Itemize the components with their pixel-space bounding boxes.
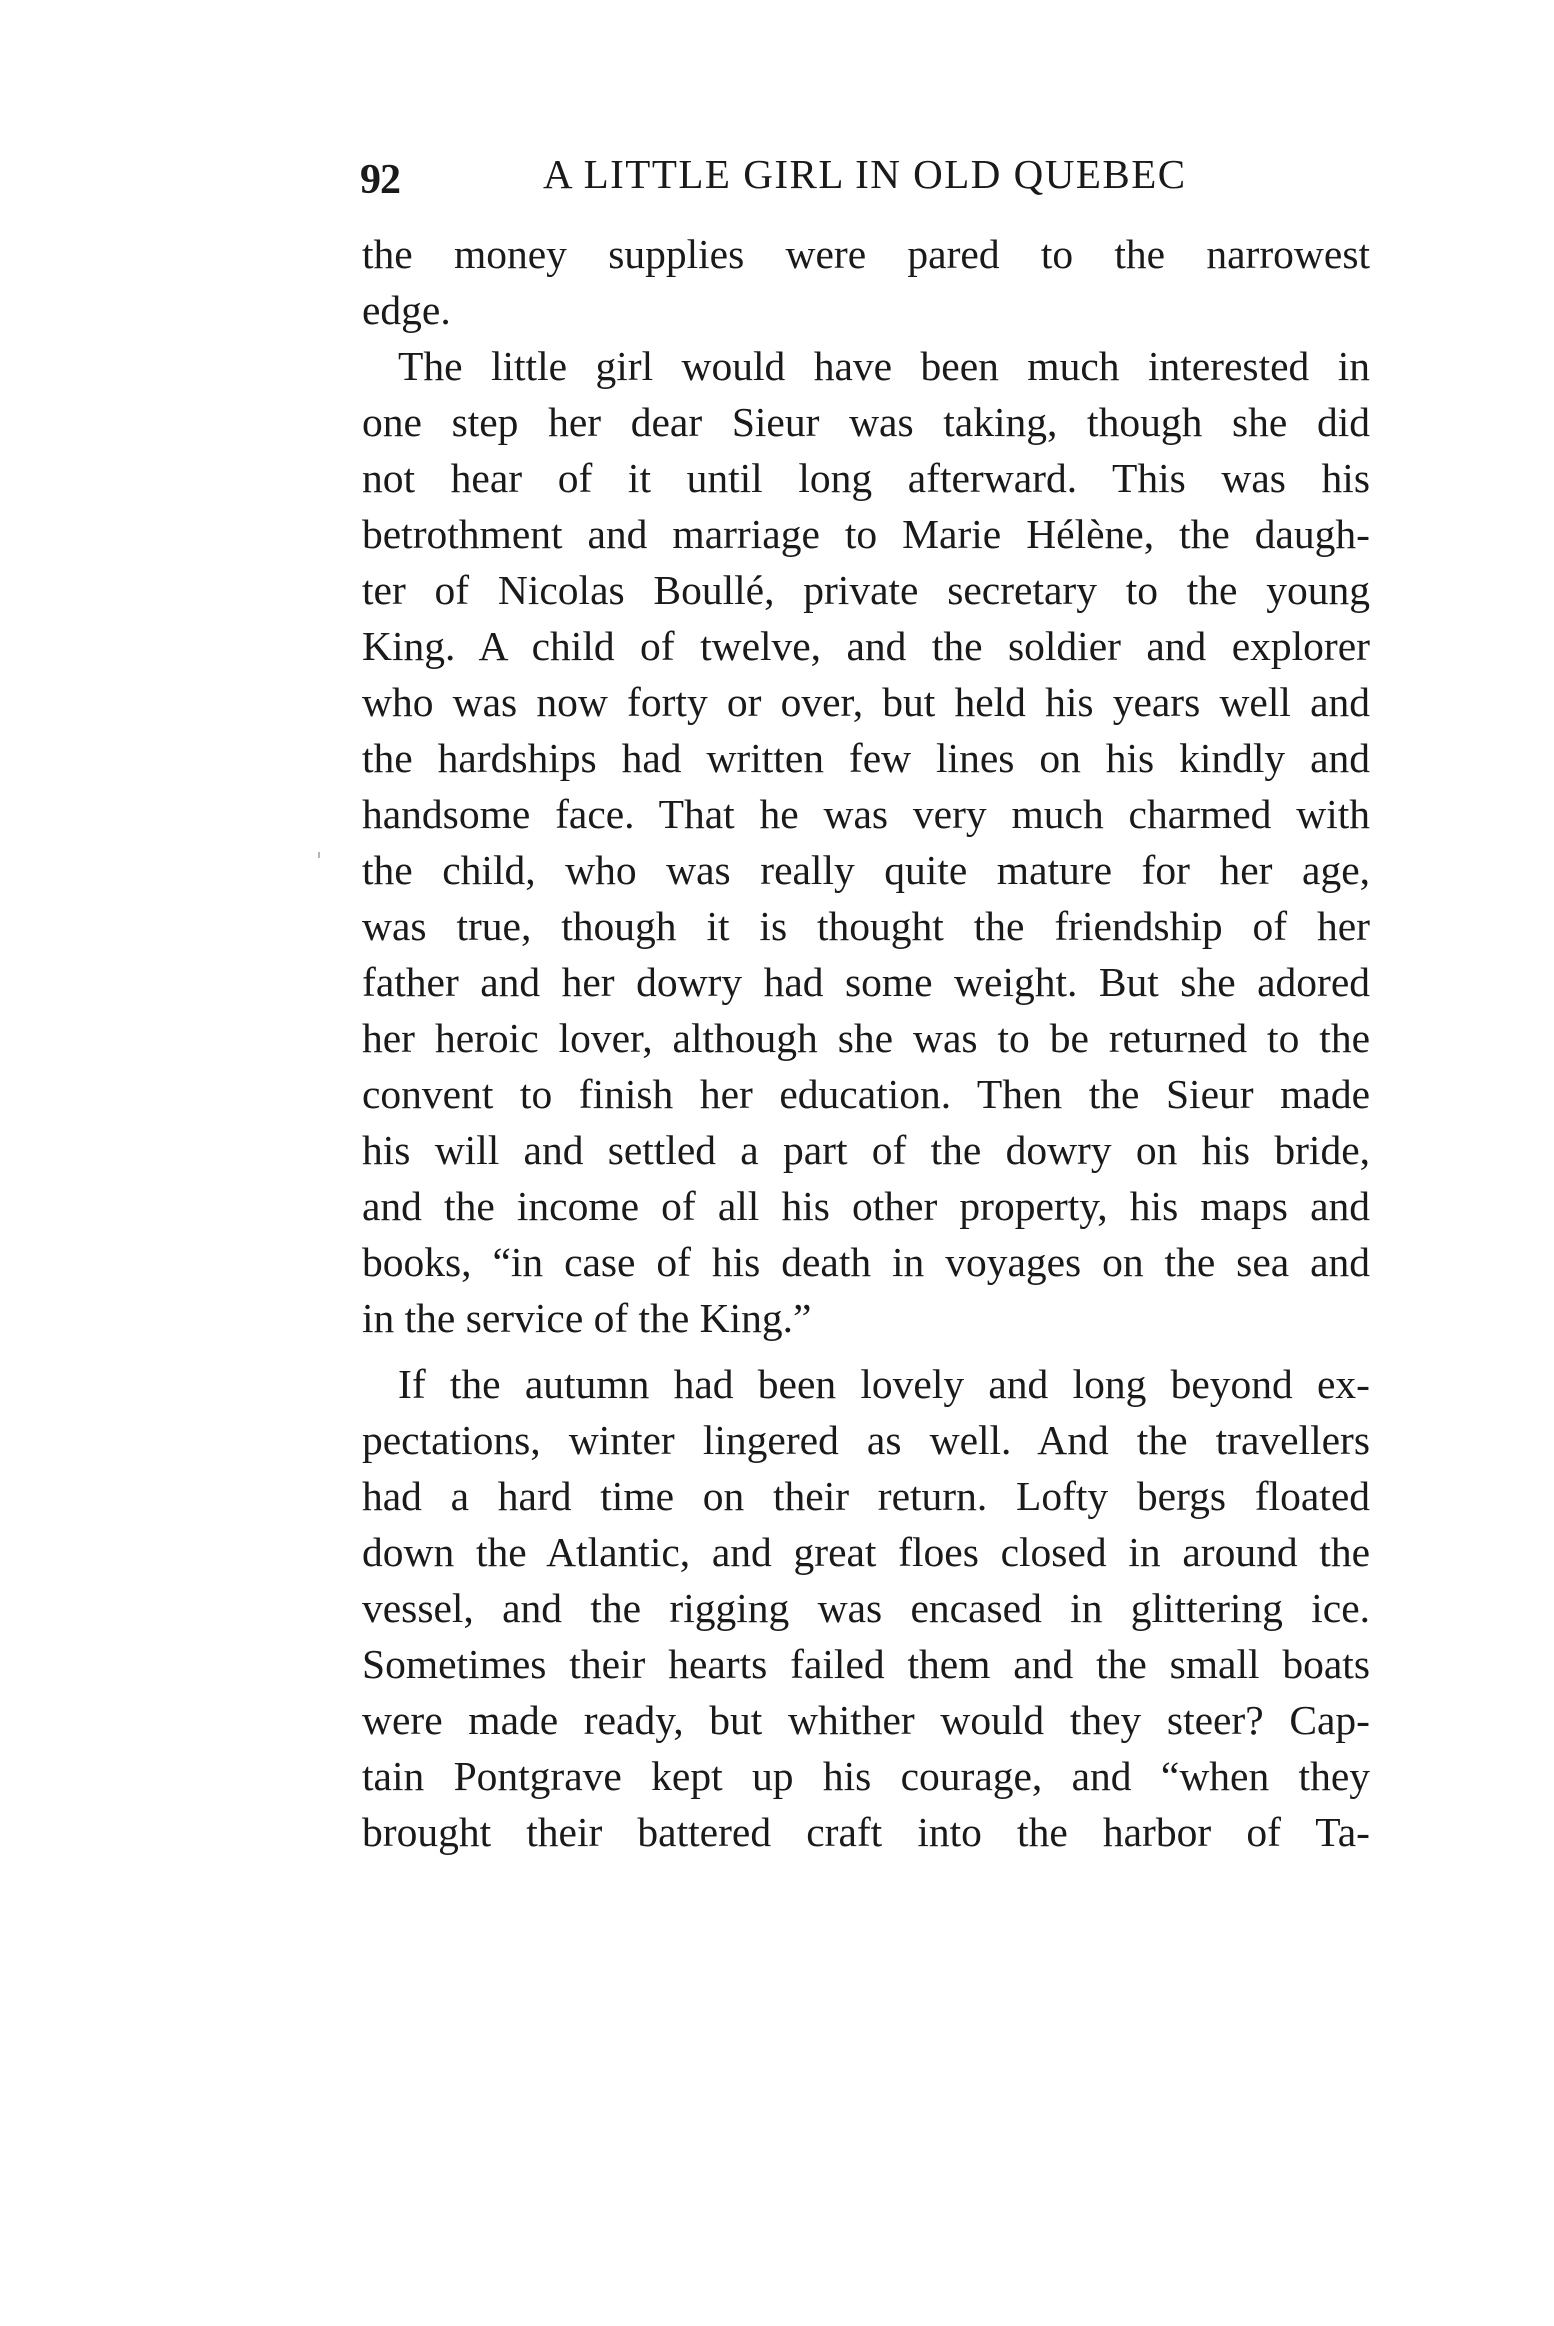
text-line: was true, though it is thought the friendship of her (362, 903, 1370, 949)
paragraph-1 (362, 226, 1370, 338)
text-line: King. A child of twelve, and the soldier and explorer (362, 623, 1370, 669)
paragraph-3 (362, 1356, 1370, 1860)
text-line: tain Pontgrave kept up his courage, and “when they (362, 1753, 1370, 1799)
text-line: and the income of all his other property, his maps and (362, 1183, 1370, 1229)
text-line: one step her dear Sieur was taking, though she did (362, 399, 1370, 445)
paragraph-gap (362, 1346, 1370, 1356)
text-line: father and her dowry had some weight. But she adored (362, 959, 1370, 1005)
text-line: the child, who was really quite mature for her age, (362, 847, 1370, 893)
text-line: not hear of it until long afterward. This was his (362, 455, 1370, 501)
text-line: had a hard time on their return. Lofty bergs floated (362, 1473, 1370, 1519)
text-line: the money supplies were pared to the narrowest (362, 231, 1370, 277)
running-title: A LITTLE GIRL IN OLD QUEBEC (543, 151, 1187, 197)
paragraph-2 (362, 338, 1370, 1346)
text-line: pectations, winter lingered as well. And the travellers (362, 1417, 1370, 1463)
text-line: convent to finish her education. Then the Sieur made (362, 1071, 1370, 1117)
text-line: down the Atlantic, and great floes closed in around the (362, 1529, 1370, 1575)
page-number: 92 (360, 157, 400, 203)
text-line: If the autumn had been lovely and long beyond ex- (398, 1361, 1370, 1407)
text-line: who was now forty or over, but held his years well and (362, 679, 1370, 725)
text-line: Sometimes their hearts failed them and the small boats (362, 1641, 1370, 1687)
running-head (360, 150, 1370, 210)
text-line: The little girl would have been much interested in (398, 343, 1370, 389)
text-line: vessel, and the rigging was encased in glittering ice. (362, 1585, 1370, 1631)
text-line: her heroic lover, although she was to be returned to the (362, 1015, 1370, 1061)
text-line: ter of Nicolas Boullé, private secretary to the young (362, 567, 1370, 613)
text-line: the hardships had written few lines on his kindly and (362, 735, 1370, 781)
text-line: brought their battered craft into the harbor of Ta- (362, 1809, 1370, 1855)
text-line: edge. (362, 287, 451, 333)
body-text (362, 226, 1370, 1860)
text-line: books, “in case of his death in voyages on the sea and (362, 1239, 1370, 1285)
margin-speck (318, 852, 320, 858)
text-line: his will and settled a part of the dowry on his bride, (362, 1127, 1370, 1173)
text-line: betrothment and marriage to Marie Hélène, the daugh- (362, 511, 1370, 557)
text-line: were made ready, but whither would they steer? Cap- (362, 1697, 1370, 1743)
text-line: handsome face. That he was very much charmed with (362, 791, 1370, 837)
text-line: in the service of the King.” (362, 1295, 812, 1341)
